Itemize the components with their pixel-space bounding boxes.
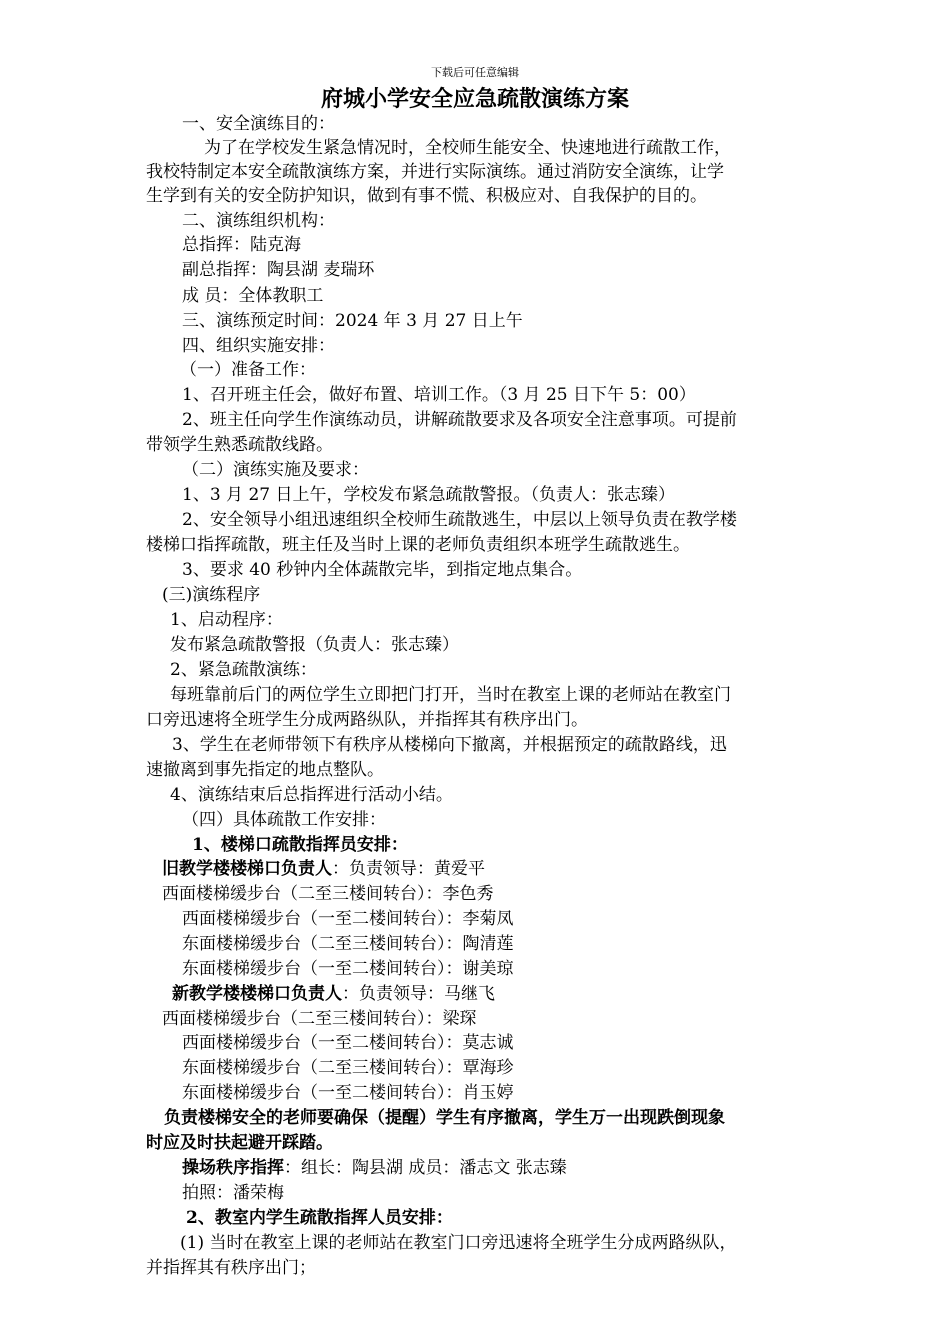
paragraph-line: 东面楼梯缓步台（二至三楼间转台）：陶清莲 <box>182 934 514 954</box>
paragraph-line <box>182 1156 567 1180</box>
paragraph-line: 带领学生熟悉疏散线路。 <box>146 435 333 455</box>
paragraph-line: 4、演练结束后总指挥进行活动小结。 <box>170 785 453 805</box>
paragraph-line: 东面楼梯缓步台（一至二楼间转台）：谢美琼 <box>182 959 514 979</box>
paragraph-line: 楼梯口指挥疏散，班主任及当时上课的老师负责组织本班学生疏散逃生。 <box>146 535 690 555</box>
paragraph-line: 1、召开班主任会，做好布置、培训工作。（3 月 25 日下午 5：00） <box>182 385 696 405</box>
paragraph-line: 西面楼梯缓步台（二至三楼间转台）：梁琛 <box>162 1009 477 1029</box>
paragraph-line: 2、安全领导小组迅速组织全校师生疏散逃生，中层以上领导负责在教学楼 <box>182 510 737 530</box>
paragraph-line: 2、班主任向学生作演练动员，讲解疏散要求及各项安全注意事项。可提前 <box>182 410 737 430</box>
subsection-heading: （一）准备工作： <box>180 360 316 380</box>
paragraph-line: 总指挥：陆克海 <box>182 235 301 255</box>
paragraph-line: 口旁迅速将全班学生分成两路纵队，并指挥其有秩序出门。 <box>146 710 588 730</box>
subsection-heading: 2、教室内学生疏散指挥人员安排： <box>186 1208 453 1228</box>
paragraph-line: 1、3 月 27 日上午，学校发布紧急疏散警报。（负责人：张志臻） <box>182 485 675 505</box>
subsection-heading: （四）具体疏散工作安排： <box>182 810 386 830</box>
subsection-heading: （二）演练实施及要求： <box>182 460 369 480</box>
paragraph-line: 生学到有关的安全防护知识，做到有事不慌、积极应对、自我保护的目的。 <box>146 186 707 206</box>
line-rest: ：组长：陶县湖 成员：潘志文 张志臻 <box>284 1158 567 1178</box>
subsection-heading: 1、楼梯口疏散指挥员安排： <box>192 835 408 855</box>
paragraph-line: 我校特制定本安全疏散演练方案，并进行实际演练。通过消防安全演练，让学 <box>146 162 724 182</box>
document-title: 府城小学安全应急疏散演练方案 <box>320 86 629 112</box>
paragraph-line: 并指挥其有秩序出门； <box>146 1258 316 1278</box>
paragraph-line: 拍照：潘荣梅 <box>182 1183 284 1203</box>
bold-label: 旧教学楼楼梯口负责人 <box>162 859 332 879</box>
paragraph-line: 东面楼梯缓步台（二至三楼间转台）：覃海珍 <box>182 1058 514 1078</box>
section-heading: 三、演练预定时间：2024 年 3 月 27 日上午 <box>182 311 523 331</box>
paragraph-line: 3、要求 40 秒钟内全体蔬散完毕，到指定地点集合。 <box>182 560 583 580</box>
section-heading: 一、安全演练目的： <box>182 114 335 134</box>
line-rest: ：负责领导：马继飞 <box>342 984 495 1004</box>
paragraph-line: (1) 当时在教室上课的老师站在教室门口旁迅速将全班学生分成两路纵队， <box>180 1233 737 1253</box>
line-rest: ：负责领导：黄爱平 <box>332 859 485 879</box>
paragraph-line: 2、紧急疏散演练： <box>170 660 317 680</box>
header-note: 下载后可任意编辑 <box>431 66 519 79</box>
paragraph-line: 东面楼梯缓步台（一至二楼间转台）：肖玉婷 <box>182 1083 514 1103</box>
paragraph-line: 西面楼梯缓步台（一至二楼间转台）：李菊凤 <box>182 909 514 929</box>
section-heading: 二、演练组织机构： <box>182 211 335 231</box>
paragraph-line: 1、启动程序： <box>170 610 283 630</box>
bold-label: 新教学楼楼梯口负责人 <box>172 984 342 1004</box>
paragraph-line <box>172 982 495 1006</box>
paragraph-line: 发布紧急疏散警报（负责人：张志臻） <box>170 635 459 655</box>
section-heading: 四、组织实施安排： <box>182 336 335 356</box>
paragraph-line: 为了在学校发生紧急情况时，全校师生能安全、快速地进行疏散工作， <box>204 138 731 158</box>
paragraph-line: 时应及时扶起避开踩踏。 <box>146 1133 333 1153</box>
paragraph-line <box>162 857 485 881</box>
bold-label: 操场秩序指挥 <box>182 1158 284 1178</box>
paragraph-line: 副总指挥：陶县湖 麦瑞环 <box>182 260 375 280</box>
paragraph-line: 每班靠前后门的两位学生立即把门打开，当时在教室上课的老师站在教室门 <box>170 685 731 705</box>
paragraph-line: 西面楼梯缓步台（二至三楼间转台）：李色秀 <box>162 884 494 904</box>
paragraph-line: 3、学生在老师带领下有秩序从楼梯向下撤离，并根据预定的疏散路线，迅 <box>172 735 727 755</box>
paragraph-line: 速撤离到事先指定的地点整队。 <box>146 760 384 780</box>
paragraph-line: 负责楼梯安全的老师要确保（提醒）学生有序撤离，学生万一出现跌倒现象 <box>164 1108 725 1128</box>
subsection-heading: (三)演练程序 <box>162 585 261 605</box>
paragraph-line: 成 员：全体教职工 <box>182 286 324 306</box>
paragraph-line: 西面楼梯缓步台（一至二楼间转台）：莫志诚 <box>182 1033 514 1053</box>
